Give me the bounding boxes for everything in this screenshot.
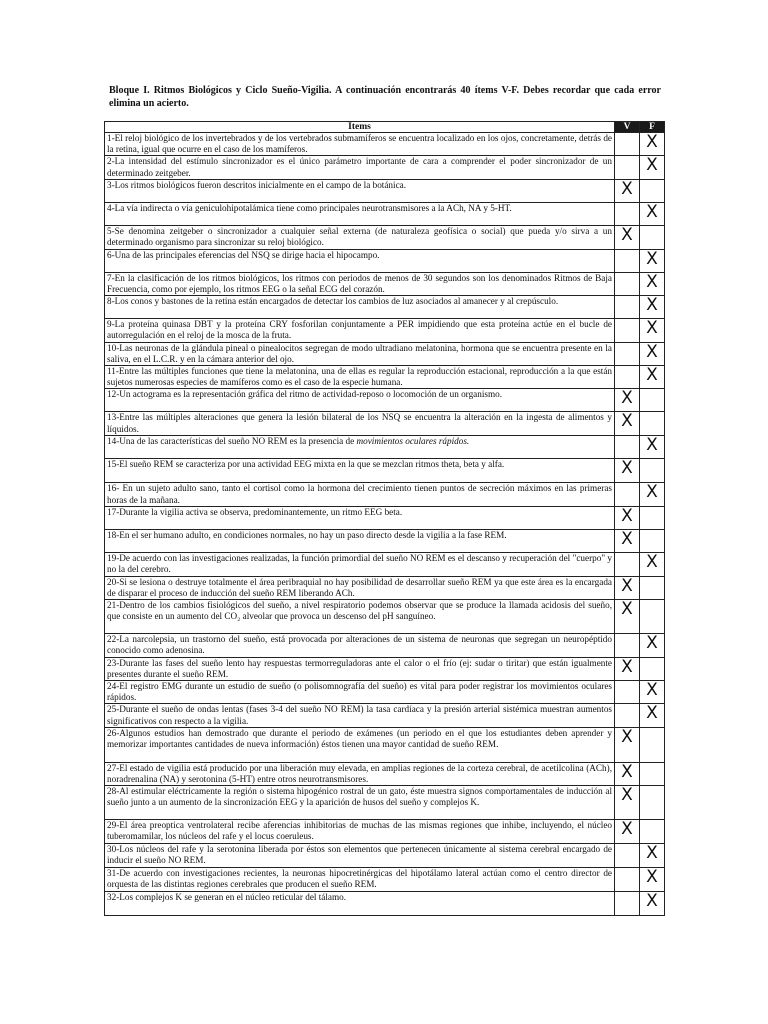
x-mark: X xyxy=(646,843,658,864)
item-text: 30-Los núcleos del rafe y la serotonina liberada por éstos son elementos que pertenecen únicamente al sistema cerebral encargado de inducir el sueño NO REM. xyxy=(107,844,612,866)
true-answer-cell[interactable] xyxy=(615,820,640,844)
item-statement xyxy=(105,249,615,272)
item-text: 2-La intensidad del estímulo sincronizador es el único parámetro importante de cara a comprender el poder sincronizador de un determinado zeitgeber. xyxy=(107,156,612,178)
item-text: 26-Algunos estudios han demostrado que durante el periodo de exámenes (un periodo en el que los estudiantes deben aprender y memorizar importantes cantidades de nueva información) éstos tienen una mayor cantidad de sueño REM. xyxy=(107,727,612,750)
item-row xyxy=(105,820,665,844)
true-answer-cell[interactable] xyxy=(615,552,640,576)
table-header-row xyxy=(105,122,665,133)
item-row xyxy=(105,506,665,529)
x-mark: X xyxy=(621,726,633,747)
item-text: 7-En la clasificación de los ritmos biológicos, los ritmos con periodos de menos de 30 segundos son los denominados Ritmos de Baja Frecuencia, como por ejemplo, los ritmos EEG o la señal ECG del corazón. xyxy=(107,272,612,295)
item-statement xyxy=(105,342,615,365)
item-row xyxy=(105,459,665,483)
item-row xyxy=(105,202,665,225)
true-answer-cell[interactable] xyxy=(615,600,640,634)
false-answer-cell[interactable] xyxy=(640,249,665,272)
true-answer-cell[interactable] xyxy=(615,868,640,892)
true-answer-cell[interactable] xyxy=(615,319,640,342)
true-answer-cell[interactable] xyxy=(615,179,640,202)
x-mark: X xyxy=(621,528,633,549)
item-row xyxy=(105,412,665,436)
item-statement xyxy=(105,296,615,319)
false-answer-cell[interactable] xyxy=(640,681,665,704)
true-answer-cell[interactable] xyxy=(615,786,640,820)
true-answer-cell[interactable] xyxy=(615,704,640,727)
true-answer-cell[interactable] xyxy=(615,576,640,599)
x-mark: X xyxy=(646,891,658,912)
true-answer-cell[interactable] xyxy=(615,412,640,436)
item-row xyxy=(105,133,665,156)
x-mark: X xyxy=(621,505,633,526)
false-answer-cell[interactable] xyxy=(640,296,665,319)
item-text: 27-El estado de vigilia está producido por una liberación muy elevada, en amplias regiones de la corteza cerebral, de acetilcolina (ACh), noradrenalina (NA) y serotonina (5-HT) entre otros neurotransmisores. xyxy=(107,762,612,785)
item-row xyxy=(105,272,665,295)
false-answer-cell[interactable] xyxy=(640,704,665,727)
x-mark: X xyxy=(646,132,658,152)
true-answer-cell[interactable] xyxy=(615,727,640,762)
item-row xyxy=(105,483,665,506)
item-statement xyxy=(105,319,615,342)
false-answer-cell[interactable] xyxy=(640,272,665,295)
item-text: 23-Durante las fases del sueño lento hay respuestas termorreguladoras ante el calor o el frío (ej: sudar o tiritar) que están igualmente presentes durante el sueño REM. xyxy=(107,657,612,679)
false-answer-cell[interactable] xyxy=(640,657,665,680)
item-statement xyxy=(105,529,615,552)
item-text: 24-El registro EMG durante un estudio de sueño (o polisomnografía del sueño) es vital para poder registrar los movimientos oculares rápidos. xyxy=(107,681,612,703)
item-text: 18-En el ser humano adulto, en condiciones normales, no hay un paso directo desde la vigilia a la fase REM. xyxy=(107,529,507,540)
item-statement xyxy=(105,552,615,576)
item-statement xyxy=(105,844,615,868)
item-statement xyxy=(105,786,615,820)
items-table-body xyxy=(105,133,665,916)
item-row xyxy=(105,436,665,459)
item-text: 15-El sueño REM se caracteriza por una actividad EEG mixta en la que se mezclan ritmos theta, beta y alfa. xyxy=(107,459,505,470)
item-text: 11-Entre las múltiples funciones que tiene la melatonina, una de ellas es regular la reproducción estacional, reproducción a la que están sujetos numerosas especies de mamíferos como es el caso de la especie humana. xyxy=(107,366,612,388)
item-statement xyxy=(105,483,615,506)
item-statement xyxy=(105,133,615,156)
true-answer-cell[interactable] xyxy=(615,366,640,389)
item-row xyxy=(105,600,665,634)
true-answer-cell[interactable] xyxy=(615,342,640,365)
item-statement xyxy=(105,576,615,599)
item-text-emphasis: movimientos oculares rápidos. xyxy=(356,436,470,447)
item-text: 12-Un actograma es la representación gráfica del ritmo de actividad-reposo o locomoción de un organismo. xyxy=(107,389,503,400)
item-statement xyxy=(105,506,615,529)
item-row xyxy=(105,296,665,319)
item-statement xyxy=(105,225,615,249)
false-answer-cell[interactable] xyxy=(640,436,665,459)
item-row xyxy=(105,156,665,179)
false-answer-cell[interactable] xyxy=(640,412,665,436)
x-mark: X xyxy=(621,656,633,677)
true-answer-cell[interactable] xyxy=(615,225,640,249)
false-answer-cell[interactable] xyxy=(640,225,665,249)
false-answer-cell[interactable] xyxy=(640,868,665,892)
item-row xyxy=(105,366,665,389)
x-mark: X xyxy=(646,248,658,269)
true-answer-cell[interactable] xyxy=(615,272,640,295)
item-row xyxy=(105,762,665,785)
item-text: 25-Durante el sueño de ondas lentas (fases 3-4 del sueño NO REM) la tasa cardíaca y la presión arterial sistémica muestran aumentos significativos con respecto a la vigilia. xyxy=(107,704,612,726)
false-answer-cell[interactable] xyxy=(640,727,665,762)
x-mark: X xyxy=(621,819,633,840)
item-text: 28-Al estimular eléctricamente la región o sistema hipogénico rostral de un gato, éste muestra signos comportamentales de inducción al sueño junto a un aumento de la sincronización EEG y la aparición de husos del sueño y complejos K. xyxy=(107,786,612,808)
item-row xyxy=(105,657,665,680)
true-answer-cell[interactable] xyxy=(615,436,640,459)
item-statement xyxy=(105,868,615,892)
item-row xyxy=(105,529,665,552)
true-answer-cell[interactable] xyxy=(615,657,640,680)
item-statement xyxy=(105,459,615,483)
false-answer-cell[interactable] xyxy=(640,389,665,412)
x-mark: X xyxy=(646,341,658,362)
item-statement xyxy=(105,681,615,704)
false-answer-cell[interactable] xyxy=(640,366,665,389)
x-mark: X xyxy=(646,435,658,456)
item-statement xyxy=(105,156,615,179)
x-mark: X xyxy=(621,761,633,782)
true-false-table xyxy=(104,121,665,916)
item-text: 6-Una de las principales eferencias del NSQ se dirige hacia el hipocampo. xyxy=(107,249,380,260)
false-answer-cell[interactable] xyxy=(640,786,665,820)
true-answer-cell[interactable] xyxy=(615,892,640,916)
item-text: 21-Dentro de los cambios fisiológicos del sueño, a nivel respiratorio podemos observar que se produce la llamada acidosis del sueño, que consiste en un aumento del CO₂ alveolar que provoca un descenso del pH sanguíneo. xyxy=(107,600,612,622)
item-text: 20-Si se lesiona o destruye totalmente el área peribraquial no hay posibilidad de desarrollar sueño REM ya que este área es la encargada de disparar el proceso de inducción del sueño REM liberando ACh. xyxy=(107,576,612,599)
false-answer-cell[interactable] xyxy=(640,634,665,657)
true-answer-cell[interactable] xyxy=(615,844,640,868)
item-row xyxy=(105,576,665,599)
x-mark: X xyxy=(646,271,658,292)
false-answer-cell[interactable] xyxy=(640,133,665,156)
item-statement xyxy=(105,657,615,680)
true-answer-cell[interactable] xyxy=(615,681,640,704)
false-column-header: F xyxy=(640,122,665,133)
item-statement xyxy=(105,820,615,844)
true-answer-cell[interactable] xyxy=(615,506,640,529)
item-text: 10-Las neuronas de la glándula pineal o pinealocitos segregan de modo ultradiano melatonina, hormona que se encuentra presente en la saliva, en el L.C.R. y en la cámara anterior del ojo. xyxy=(107,342,612,364)
item-statement xyxy=(105,272,615,295)
x-mark: X xyxy=(621,458,633,479)
item-statement xyxy=(105,366,615,389)
item-text: 1-El reloj biológico de los invertebrados y de los vertebrados submamíferos se encuentra localizado en los ojos, concretamente, detrás de la retina, igual que ocurre en el caso de los mamíferos. xyxy=(107,133,612,155)
false-answer-cell[interactable] xyxy=(640,762,665,785)
item-statement xyxy=(105,412,615,436)
item-statement xyxy=(105,600,615,634)
item-statement xyxy=(105,202,615,225)
item-row xyxy=(105,389,665,412)
items-column-header: Items xyxy=(105,122,615,133)
item-text: 22-La narcolepsia, un trastorno del sueño, está provocada por alteraciones de un sistema de neuronas que segregan un neuropéptido conocido como adenosina. xyxy=(107,634,612,656)
x-mark: X xyxy=(621,178,633,199)
item-row xyxy=(105,319,665,342)
x-mark: X xyxy=(646,867,658,888)
true-answer-cell[interactable] xyxy=(615,133,640,156)
x-mark: X xyxy=(621,388,633,409)
x-mark: X xyxy=(646,680,658,701)
item-text: 8-Los conos y bastones de la retina están encargados de detectar los cambios de luz asociados al amanecer y al crepúsculo. xyxy=(107,296,559,307)
item-statement xyxy=(105,762,615,785)
true-answer-cell[interactable] xyxy=(615,762,640,785)
false-answer-cell[interactable] xyxy=(640,506,665,529)
item-statement xyxy=(105,634,615,657)
item-text: 31-De acuerdo con investigaciones recientes, la neuronas hipocretinérgicas del hipotálamo lateral actúan como el centro director de orquesta de las distintas regiones cerebrales que producen el sueño REM. xyxy=(107,868,612,890)
x-mark: X xyxy=(646,201,658,222)
item-row xyxy=(105,249,665,272)
true-answer-cell[interactable] xyxy=(615,529,640,552)
false-answer-cell[interactable] xyxy=(640,319,665,342)
item-statement xyxy=(105,389,615,412)
item-text: 13-Entre las múltiples alteraciones que genera la lesión bilateral de los NSQ se encuentra la alteración en la ingesta de alimentos y líquidos. xyxy=(107,412,612,434)
false-answer-cell[interactable] xyxy=(640,459,665,483)
true-answer-cell[interactable] xyxy=(615,156,640,179)
true-answer-cell[interactable] xyxy=(615,249,640,272)
false-answer-cell[interactable] xyxy=(640,179,665,202)
item-text: 9-La proteína quinasa DBT y la proteína CRY fosforilan conjuntamente a PER impidiendo que esta proteína actúe en el bucle de autorregulación en el reloj de la mosca de la fruta. xyxy=(107,319,612,341)
item-row xyxy=(105,786,665,820)
x-mark: X xyxy=(621,224,633,245)
item-text: 3-Los ritmos biológicos fueron descritos inicialmente en el campo de la botánica. xyxy=(107,179,407,190)
item-text: 16- En un sujeto adulto sano, tanto el cortisol como la hormona del crecimiento tienen puntos de secreción máximos en las primeras horas de la mañana. xyxy=(107,483,612,505)
true-answer-cell[interactable] xyxy=(615,459,640,483)
true-answer-cell[interactable] xyxy=(615,389,640,412)
x-mark: X xyxy=(621,599,633,620)
x-mark: X xyxy=(646,318,658,339)
false-answer-cell[interactable] xyxy=(640,892,665,916)
x-mark: X xyxy=(646,551,658,572)
item-row xyxy=(105,342,665,365)
false-answer-cell[interactable] xyxy=(640,529,665,552)
x-mark: X xyxy=(646,482,658,503)
item-text: 14-Una de las características del sueño NO REM es la presencia de xyxy=(107,436,357,447)
x-mark: X xyxy=(646,633,658,654)
item-row xyxy=(105,179,665,202)
item-text: 29-El área preoptica ventrolateral recibe aferencias inhibitorias de muchas de las mismas regiones que inhibe, incluyendo, el núcleo tuberomamilar, los núcleos del rafe y el locus coeruleus. xyxy=(107,820,612,842)
worksheet-instructions: Bloque I. Ritmos Biológicos y Ciclo Sueño-Vigilia. A continuación encontrarás 40 ítems V-F. Debes recordar que cada error elimina un acierto. xyxy=(109,85,661,109)
x-mark: X xyxy=(621,785,633,806)
item-row xyxy=(105,225,665,249)
false-answer-cell[interactable] xyxy=(640,600,665,634)
item-text: 17-Durante la vigilia activa se observa, predominantemente, un ritmo EEG beta. xyxy=(107,506,403,517)
x-mark: X xyxy=(646,703,658,724)
item-text: 32-Los complejos K se generan en el núcleo reticular del tálamo. xyxy=(107,892,347,903)
item-text: 19-De acuerdo con las investigaciones realizadas, la función primordial del sueño NO REM es el descanso y recuperación del "cuerpo" y no la del cerebro. xyxy=(107,552,612,575)
false-answer-cell[interactable] xyxy=(640,844,665,868)
x-mark: X xyxy=(646,295,658,316)
item-row xyxy=(105,892,665,916)
item-statement xyxy=(105,727,615,762)
item-statement xyxy=(105,436,615,459)
x-mark: X xyxy=(621,575,633,596)
false-answer-cell[interactable] xyxy=(640,820,665,844)
false-answer-cell[interactable] xyxy=(640,156,665,179)
false-answer-cell[interactable] xyxy=(640,342,665,365)
x-mark: X xyxy=(646,155,658,176)
item-statement xyxy=(105,704,615,727)
false-answer-cell[interactable] xyxy=(640,552,665,576)
item-row xyxy=(105,634,665,657)
true-answer-cell[interactable] xyxy=(615,202,640,225)
item-text: 5-Se denomina zeitgeber o sincronizador a cualquier señal externa (de naturaleza geofísica o social) que pueda y/o sirva a un determinado organismo para sincronizar su reloj biológico. xyxy=(107,225,612,248)
false-answer-cell[interactable] xyxy=(640,202,665,225)
item-statement xyxy=(105,179,615,202)
item-row xyxy=(105,868,665,892)
x-mark: X xyxy=(646,365,658,386)
item-row xyxy=(105,844,665,868)
true-answer-cell[interactable] xyxy=(615,634,640,657)
item-row xyxy=(105,704,665,727)
true-column-header: V xyxy=(615,122,640,133)
false-answer-cell[interactable] xyxy=(640,483,665,506)
true-answer-cell[interactable] xyxy=(615,296,640,319)
item-row xyxy=(105,552,665,576)
item-text: 4-La vía indirecta o vía geniculohipotalámica tiene como principales neurotransmisores a la ACh, NA y 5-HT. xyxy=(107,202,512,213)
item-row xyxy=(105,727,665,762)
item-row xyxy=(105,681,665,704)
true-answer-cell[interactable] xyxy=(615,483,640,506)
false-answer-cell[interactable] xyxy=(640,576,665,599)
item-statement xyxy=(105,892,615,916)
x-mark: X xyxy=(621,411,633,432)
